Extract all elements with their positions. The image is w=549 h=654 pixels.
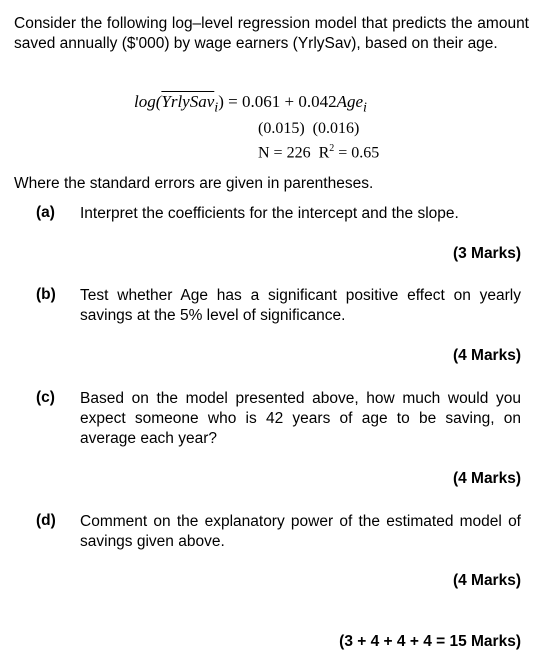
question-a-marks: (3 Marks)	[452, 245, 521, 262]
equation-coefficients: = 0.061 + 0.042	[223, 92, 337, 111]
equation-dependent-variable: YrlySav	[161, 92, 215, 111]
regression-equation	[134, 92, 367, 116]
sample-size: N = 226	[258, 144, 311, 162]
equation-close-paren: )	[218, 92, 224, 111]
total-marks: (3 + 4 + 4 + 4 = 15 Marks)	[339, 633, 521, 650]
question-d-marks: (4 Marks)	[452, 572, 521, 589]
question-b-label: (b)	[36, 286, 56, 303]
sample-stats	[258, 139, 379, 163]
r-squared-label: R	[318, 144, 330, 162]
question-c-marks: (4 Marks)	[452, 470, 521, 487]
question-a-label: (a)	[36, 204, 55, 221]
standard-errors-note: Where the standard errors are given in parentheses.	[14, 175, 374, 192]
question-d-text: Comment on the explanatory power of the estimated model of savings given above.	[80, 513, 521, 550]
equation-regressor-subscript: i	[363, 99, 367, 116]
question-b-marks: (4 Marks)	[452, 347, 521, 364]
standard-errors: (0.015) (0.016)	[258, 120, 360, 137]
question-c-text: Based on the model presented above, how much would you expect someone who is 42 years of age to be saving, on average each year?	[80, 390, 521, 447]
question-a-text: Interpret the coefficients for the intercept and the slope.	[80, 205, 459, 222]
r-squared-value: = 0.65	[334, 144, 380, 162]
question-b-text: Test whether Age has a significant positive effect on yearly savings at the 5% level of significance.	[80, 287, 521, 324]
question-c-label: (c)	[36, 389, 55, 406]
equation-statistics	[258, 119, 379, 163]
question-d-label: (d)	[36, 512, 56, 529]
equation-regressor: Age	[336, 92, 364, 111]
r-squared-superscript: 2	[329, 143, 335, 154]
equation-log: log(	[134, 92, 162, 111]
intro-paragraph: Consider the following log–level regression model that predicts the amount saved annually ($'000) by wage earners (YrlySav), based on their age.	[14, 15, 529, 52]
equation-dependent-subscript: i	[214, 99, 219, 116]
